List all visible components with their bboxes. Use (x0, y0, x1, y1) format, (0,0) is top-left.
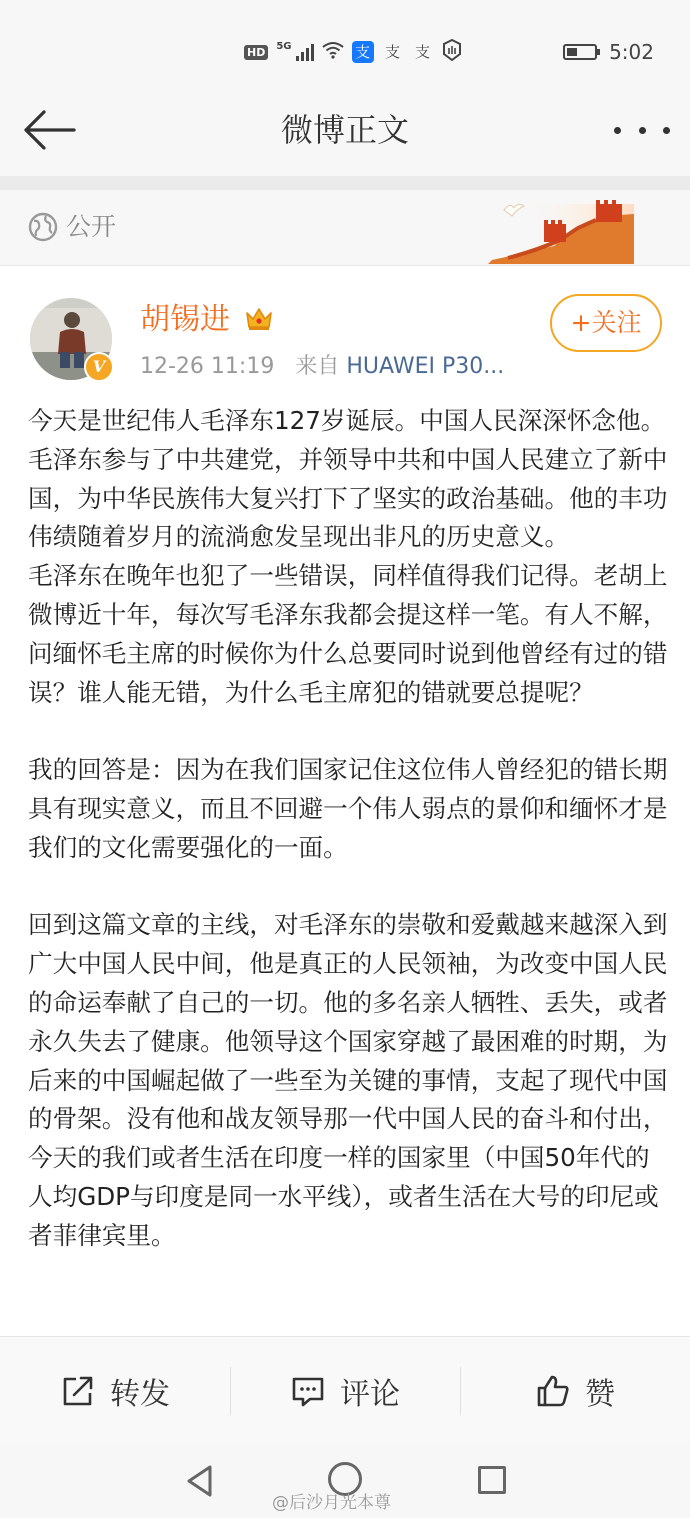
more-dot-icon (614, 127, 621, 134)
globe-icon (28, 212, 58, 242)
alipay-notification-icon-2: 支 (385, 43, 401, 61)
more-button[interactable] (614, 108, 670, 152)
post-paragraph: 毛泽东在晚年也犯了一些错误，同样值得我们记得。老胡上微博近十年，每次写毛泽东我都会提这样一笔。有人不解，问缅怀毛主席的时候你为什么总要同时说到他曾经有过的错误？谁人能无错，为什么毛主席犯的错就要总提呢？ (28, 561, 668, 707)
thumbs-up-icon (535, 1373, 571, 1409)
wifi-icon (322, 41, 344, 63)
post-card (0, 266, 690, 1336)
post-paragraph: 回到这篇文章的主线，对毛泽东的崇敬和爱戴越来越深入到广大中国人民中间，他是真正的人民领袖，为改变中国人民的命运奉献了自己的一切。他的多名亲人牺牲、丢失，或者永久失去了健康。他领导这个国家穿越了最困难的时期，为后来的中国崛起做了一些至为关键的事情，支起了现代中国的骨架。没有他和战友领导那一代中国人民的奋斗和付出，今天的我们或者生活在印度一样的国家里（中国50年代的人均GDP与印度是同一水平线），或者生活在大号的印尼或者菲律宾里。 (28, 910, 668, 1250)
hand-notification-icon (442, 39, 462, 65)
great-wall-decoration (488, 194, 634, 264)
post-paragraph-spacer (28, 868, 668, 907)
more-dot-icon (639, 127, 646, 134)
post-paragraph-spacer (28, 712, 668, 751)
repost-icon (60, 1373, 96, 1409)
status-right (563, 38, 654, 66)
post-paragraph: 我的回答是：因为在我们国家记住这位伟人曾经犯的错长期具有现实意义，而且不回避一个伟人弱点的景仰和缅怀才是我们的文化需要强化的一面。 (28, 755, 668, 862)
status-icons (244, 38, 462, 66)
nav-recents-icon[interactable] (478, 1466, 506, 1494)
action-bar (0, 1336, 690, 1444)
alipay-notification-icon-3: 支 (415, 43, 431, 61)
follow-button[interactable]: +关注 (550, 294, 662, 352)
post-timestamp: 12-26 11:19 (140, 354, 275, 379)
nav-back-icon[interactable] (184, 1464, 216, 1498)
post-paragraph: 今天是世纪伟人毛泽东127岁诞辰。中国人民深深怀念他。毛泽东参与了中共建党，并领导中共和中国人民建立了新中国，为中华民族伟大复兴打下了坚实的政治基础。他的丰功伟绩随着岁月的流淌愈发呈现出非凡的历史意义。 (28, 406, 668, 552)
source-prefix: 来自 (295, 354, 340, 379)
watermark: @后沙月光本尊 (272, 1493, 391, 1513)
system-nav-bar (0, 1444, 690, 1518)
nav-home-icon[interactable] (328, 1462, 362, 1496)
like-button[interactable] (460, 1337, 690, 1444)
repost-label: 转发 (110, 1376, 170, 1412)
page-title: 微博正文 (280, 111, 409, 149)
battery-icon (563, 44, 597, 60)
repost-button[interactable] (0, 1337, 230, 1444)
network-type-label: 5G (276, 40, 292, 52)
signal-icon (296, 43, 314, 61)
verified-badge-icon: V (84, 352, 114, 382)
like-label: 赞 (585, 1376, 615, 1412)
author-name[interactable]: 胡锡进 (140, 302, 230, 337)
comment-icon (290, 1373, 326, 1409)
divider (0, 176, 690, 190)
hd-icon: HD (244, 45, 268, 60)
comment-button[interactable] (230, 1337, 460, 1444)
title-bar (0, 100, 690, 176)
source-device[interactable]: HUAWEI P30... (346, 354, 505, 379)
more-dot-icon (663, 127, 670, 134)
clock: 5:02 (609, 40, 654, 64)
visibility-label: 公开 (66, 212, 117, 241)
visibility-row (0, 190, 690, 266)
comment-label: 评论 (340, 1376, 400, 1412)
post-meta (140, 352, 504, 382)
status-bar (0, 0, 690, 100)
alipay-notification-icon: 支 (352, 41, 374, 63)
crown-icon[interactable] (244, 304, 274, 332)
post-body (28, 402, 668, 1256)
